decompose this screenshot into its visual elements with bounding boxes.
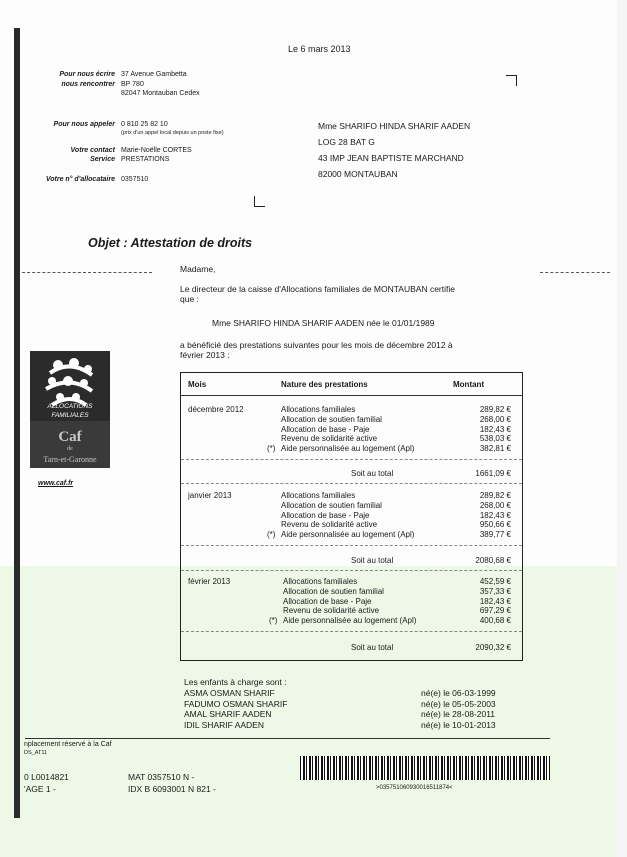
reserved-label: nplacement réservé à la Caf (24, 741, 112, 748)
child-birthdate: né(e) le 10-01-2013 (421, 719, 496, 730)
column-header: Nature des prestations (281, 380, 368, 389)
phone-number: 0 810 25 82 10 (121, 121, 168, 128)
benefit-amount: 182,43 € (479, 510, 511, 520)
benefit-label: Allocation de soutien familial (281, 414, 382, 424)
benefit-amount: 289,82 € (479, 405, 511, 414)
benefit-labels (281, 491, 414, 540)
address-line: 82047 Montauban Cedex (121, 90, 200, 97)
benefit-label: Revenu de solidarité active (281, 520, 378, 530)
benefit-amount: 182,43 € (479, 424, 511, 434)
subtotal-rule (181, 545, 522, 546)
benefit-amounts (431, 405, 511, 454)
service-name: PRESTATIONS (121, 156, 170, 163)
benefit-amount: 538,03 € (479, 434, 511, 444)
logo-region: Tarn-et-Garonne (43, 455, 97, 464)
window-corner-mark (254, 196, 265, 207)
phone-note: (prix d'un appel local depuis un poste fixe) (121, 130, 224, 136)
benefit-amount: 357,33 € (479, 586, 511, 596)
apl-marker: (*) (267, 444, 276, 453)
benefit-amount: 697,29 € (479, 606, 511, 616)
website-link[interactable]: www.caf.fr (38, 480, 74, 487)
recipient-line: 82000 MONTAUBAN (318, 169, 398, 179)
child-name: ASMA OSMAN SHARIF (184, 688, 275, 698)
subtotal-rule (181, 459, 522, 460)
family-figures-graphic (30, 351, 110, 421)
contact-label: Votre contact (70, 147, 115, 154)
children-names (184, 688, 287, 730)
column-header: Montant (453, 380, 485, 389)
header-rule (181, 395, 522, 396)
reference: 0 L0014821 (24, 772, 69, 782)
caf-logo (30, 351, 110, 468)
barcode-graphic (300, 756, 550, 780)
child-birthdate: né(e) le 28-08-2011 (421, 709, 496, 719)
address-line: 37 Avenue Gambetta (121, 71, 187, 78)
idx-code: IDX B 6093001 N 821 - (128, 784, 216, 794)
month-rule (181, 483, 522, 484)
allocataire-label: Votre n° d'allocataire (45, 176, 115, 183)
recipient-line: 43 IMP JEAN BAPTISTE MARCHAND (318, 153, 464, 163)
benefit-amount: 389,77 € (479, 530, 511, 540)
benefit-amount: 182,43 € (479, 596, 511, 606)
total-label: Soit au total (351, 643, 394, 652)
column-header: Mois (188, 380, 207, 389)
period-line: février 2013 : (180, 350, 230, 360)
fold-mark (22, 272, 152, 273)
mat-code: MAT 0357510 N - (128, 772, 195, 782)
letter-date: Le 6 mars 2013 (288, 44, 351, 54)
page-number: 'AGE 1 - (24, 784, 56, 794)
benefit-amount: 950,66 € (479, 520, 511, 530)
child-name: IDIL SHARIF AADEN (184, 719, 264, 730)
benefit-amount: 289,82 € (479, 491, 511, 500)
benefit-amount: 268,00 € (479, 500, 511, 510)
total-label: Soit au total (351, 469, 394, 478)
service-label: Service (90, 156, 115, 163)
benefit-amount: 452,59 € (479, 577, 511, 586)
children-title: Les enfants à charge sont : (184, 677, 287, 687)
child-birthdate: né(e) le 05-05-2003 (421, 698, 496, 709)
benefits-table (180, 372, 523, 661)
logo-caf: Caf (58, 429, 82, 445)
month-total: 2080,68 € (475, 556, 511, 565)
recipient-line: Mme SHARIFO HINDA SHARIF AADEN (318, 121, 471, 131)
child-name: FADUMO OSMAN SHARIF (184, 698, 288, 709)
benefit-label: Aide personnalisée au logement (Apl) (281, 444, 415, 454)
month-label: décembre 2012 (188, 405, 244, 414)
salutation: Madame, (180, 264, 216, 274)
address-line: BP 780 (121, 81, 144, 88)
intro-line: Le directeur de la caisse d'Allocations familiales de MONTAUBAN certifie (180, 284, 455, 294)
footer-rule (25, 738, 550, 739)
benefit-label: Allocation de soutien familial (283, 586, 384, 596)
fold-mark (540, 272, 610, 273)
child-birthdate: né(e) le 06-03-1999 (421, 688, 496, 698)
children-birthdates (421, 688, 496, 730)
meet-label: nous rencontrer (61, 81, 115, 88)
benefit-labels (281, 405, 414, 454)
month-label: janvier 2013 (188, 491, 232, 500)
month-rule (181, 570, 522, 571)
allocataire-number: 0357510 (121, 176, 149, 183)
family-figures-icon (30, 351, 110, 421)
month-label: février 2013 (188, 577, 231, 586)
benefit-label: Revenu de solidarité active (281, 434, 378, 444)
period-line: a bénéficié des prestations suivantes pour les mois de décembre 2012 à (180, 340, 453, 350)
total-label: Soit au total (351, 556, 394, 565)
benefit-label: Allocation de base - Paje (281, 510, 370, 520)
recipient-line: LOG 28 BAT G (318, 137, 375, 147)
benefit-amounts (431, 577, 511, 626)
benefit-label: Revenu de solidarité active (283, 606, 380, 616)
logo-line: ALLOCATIONS (47, 403, 93, 410)
benefit-label: Allocations familiales (281, 405, 356, 414)
letter-subject: Objet : Attestation de droits (88, 236, 253, 250)
logo-line: FAMILIALES (51, 412, 89, 419)
logo-de: de (67, 446, 73, 452)
benefit-label: Allocation de base - Paje (281, 424, 370, 434)
benefit-label: Allocations familiales (281, 491, 356, 500)
benefit-label: Allocation de soutien familial (281, 500, 382, 510)
apl-marker: (*) (269, 616, 278, 625)
benefit-label: Allocations familiales (283, 577, 358, 586)
write-label: Pour nous écrire (59, 71, 115, 78)
benefit-amounts (431, 491, 511, 540)
subtotal-rule (181, 631, 522, 632)
benefit-label: Allocation de base - Paje (283, 596, 372, 606)
benefit-label: Aide personnalisée au logement (Apl) (281, 530, 415, 540)
window-corner-mark (506, 75, 517, 86)
contact-name: Marie-Noëlle CORTES (121, 147, 192, 154)
intro-line: que : (180, 294, 199, 304)
beneficiary-line: Mme SHARIFO HINDA SHARIF AADEN née le 01/01/1989 (212, 318, 435, 328)
benefit-label: Aide personnalisée au logement (Apl) (283, 616, 417, 626)
child-name: AMAL SHARIF AADEN (184, 709, 272, 719)
call-label: Pour nous appeler (53, 121, 115, 128)
scan-edge-right (617, 0, 627, 857)
benefit-amount: 268,00 € (479, 414, 511, 424)
recipient-address (318, 118, 470, 182)
apl-marker: (*) (267, 530, 276, 539)
benefit-amount: 400,68 € (479, 616, 511, 626)
month-total: 1661,09 € (475, 469, 511, 478)
month-total: 2090,32 € (475, 643, 511, 652)
barcode-text: >035751060930016511874< (376, 785, 453, 791)
benefit-labels (283, 577, 416, 626)
form-code: DS_AT11 (24, 750, 48, 756)
benefit-amount: 382,81 € (479, 444, 511, 454)
